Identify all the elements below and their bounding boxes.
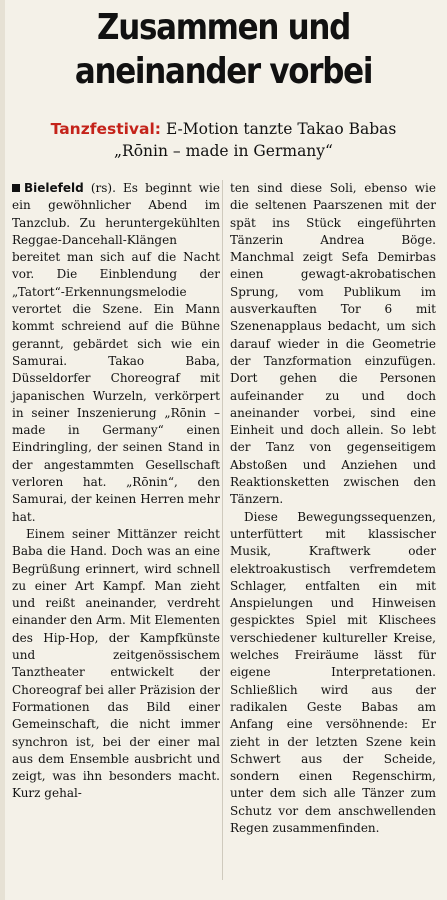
article-column-right: [230, 180, 436, 837]
paragraph-2-continued: ten sind diese Soli, ebenso wie die seltenen Paarszenen mit der spät ins Stück eingeführten Tänzerin Andrea Böge. Manchmal zeigt Sefa Demirbas einen gewagt-akrobatischen Sprung, vom Publikum im ausverkauften Tor 6 mit Szenenapplaus bedacht, um sich darauf wieder in die Geometrie der Tanzformation einzufügen. Dort gehen die Personen aufeinander zu und doch aneinander vorbei, sind eine Einheit und doch allein. So lebt der Tanz von gegenseitigem Abstoßen und Anziehen und Reaktionsketten zwischen den Tänzern.: [230, 181, 436, 507]
subhead-line-2: „Rōnin – made in Germany“: [114, 142, 333, 160]
subhead-line-1: [0, 118, 447, 140]
headline-line-1: Zusammen und: [97, 7, 350, 48]
subheadline: [0, 118, 447, 162]
paragraph-2: Einem seiner Mittänzer reicht Baba die Hand. Doch was an eine Begrüßung erinnert, wird schnell zu einer Art Kampf. Man zieht und reißt aneinander, verdreht einander den Arm. Mit Elementen des Hip-Hop, der Kampfkünste und zeitgenössischem Tanztheater entwickelt der Choreograf bei aller Präzision der Formationen das Bild einer Gemeinschaft, die nicht immer synchron ist, bei der einer mal aus dem Ensemble ausbricht und zeigt, was ihn besonders macht. Kurz gehal-: [12, 526, 220, 801]
subhead-text-1: E-Motion tanzte Takao Babas: [165, 120, 397, 138]
dateline-place: Bielefeld: [24, 181, 84, 195]
column-divider: [222, 180, 223, 880]
headline-line-2: aneinander vorbei: [74, 51, 373, 92]
paragraph-3: Diese Bewegungssequenzen, unterfüttert mit klassischer Musik, Kraftwerk oder elektroakustisch verfremdetem Schlager, entfalten ein mit Anspielungen und Hinweisen gespicktes Spiel mit Klischees verschiedener kultureller Kreise, welches Freiräume lässt für eigene Interpretationen. Schließlich wird aus der radikalen Geste Babas am Anfang eine versöhnende: Er zieht in der letzten Szene kein Schwert aus der Scheide, sondern einen Regenschirm, unter dem sich alle Tänzer zum Schutz vor dem anschwellenden Regen zusammenfinden.: [230, 509, 436, 835]
square-bullet-icon: [12, 184, 20, 192]
article-column-left: [12, 180, 220, 803]
paragraph-1-text: (rs). Es beginnt wie ein gewöhnlicher Abend im Tanzclub. Zu heruntergekühlten Reggae-Dancehall-Klängen bereitet man sich auf die Nacht vor. Die Einblendung der „Tatort“-Erkennungsmelodie verortet die Szene. Ein Mann kommt schreiend auf die Bühne gerannt, gebärdet sich wie ein Samurai. Takao Baba, Düsseldorfer Choreograf mit japanischen Wurzeln, verkörpert in seiner Inszenierung „Rōnin – made in Germany“ einen Eindringling, der seinen Stand in der angestammten Gesellschaft verloren hat. „Rōnin“, den Samurai, der keinen Herren mehr hat.: [12, 181, 220, 524]
headline: [31, 6, 415, 94]
paragraph-1: [12, 180, 220, 526]
kicker: Tanzfestival:: [50, 120, 161, 138]
